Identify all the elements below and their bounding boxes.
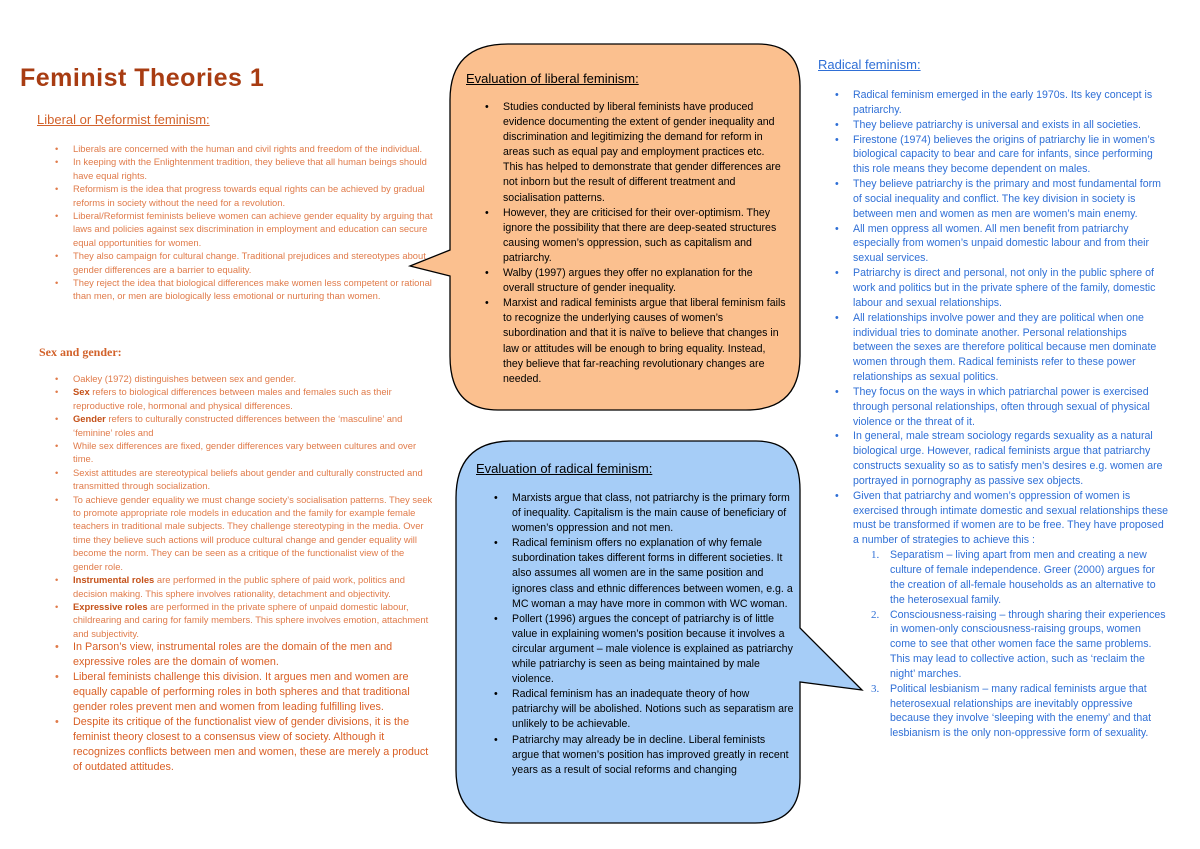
list-item: • Sex refers to biological differences between males and females such as their reproductive role, hormonal and physical differences.	[73, 385, 433, 412]
list-item: • They focus on the ways in which patriarchal power is exercised through personal relationships, often through sexual of physical violence or the threat of it.	[853, 385, 1169, 430]
list-item: • Patriarchy may already be in decline. Liberal feminists argue that women’s position has improved greatly in recent years as a result of social reforms and changing	[512, 733, 794, 778]
strategy-list	[853, 548, 1169, 741]
list-item: • Liberal feminists challenge this division. It argues men and women are equally capable of performing roles in both spheres and that traditional gender roles prevent men and women from leading fulfilling lives.	[73, 670, 433, 715]
liberal-heading: Liberal or Reformist feminism:	[37, 112, 210, 127]
list-item: • Liberal/Reformist feminists believe women can achieve gender equality by arguing that laws and policies against sex discrimination in employment and education can secure equal opportunities for women.	[73, 209, 433, 249]
radical-eval-heading: Evaluation of radical feminism:	[476, 461, 653, 476]
list-item: • To achieve gender equality we must change society’s socialisation patterns. They seek to promote appropriate role models in education and the family for example female teachers in traditional male subjects. They challenge stereotyping in the media. Over time they believe such actions will produce cultural change and gender equality will become the norm. They can be seen as a critique of the functionalist view of the gender role.	[73, 493, 433, 573]
list-item: • Pollert (1996) argues the concept of patriarchy is of little value in explaining women’s position because it involves a circular argument – male violence is explained as patriarchy while patriarchy is seen as being maintained by male violence.	[512, 612, 794, 687]
liberal-list	[73, 142, 433, 303]
list-item: • They also campaign for cultural change. Traditional prejudices and stereotypes about gender differences are a barrier to equality.	[73, 249, 433, 276]
list-item: • While sex differences are fixed, gender differences vary between cultures and over time.	[73, 439, 433, 466]
term-expressive: Expressive roles	[73, 600, 148, 612]
list-item: • In keeping with the Enlightenment tradition, they believe that all human beings should have equal rights.	[73, 155, 433, 182]
list-item: • Gender refers to culturally constructed differences between the ‘masculine’ and ‘feminine’ roles and	[73, 412, 433, 439]
list-item: • Patriarchy is direct and personal, not only in the public sphere of work and politics but in the private sphere of the family, domestic labour and sexual relationships.	[853, 266, 1169, 311]
list-item: • Marxist and radical feminists argue that liberal feminism fails to recognize the underlying causes of women’s subordination and that it is naïve to believe that changes in law or attitudes will be enough to bring equality. Instead, they believe that far-reaching revolutionary changes are needed.	[503, 296, 786, 387]
radical-heading: Radical feminism:	[818, 57, 921, 72]
list-item: • However, they are criticised for their over-optimism. They ignore the possibility that there are deep-seated structures causing women’s oppression, such as capitalism and patriarchy.	[503, 206, 786, 266]
term-gender: Gender	[73, 413, 106, 425]
term-instrumental: Instrumental roles	[73, 574, 155, 586]
list-item: • Radical feminism emerged in the early 1970s. Its key concept is patriarchy.	[853, 88, 1169, 118]
strategy-number: 1.	[871, 549, 880, 562]
list-item: • Oakley (1972) distinguishes between sex and gender.	[73, 372, 433, 385]
list-item: • In Parson’s view, instrumental roles are the domain of the men and expressive roles are the domain of women.	[73, 640, 433, 670]
term-sex: Sex	[73, 386, 90, 398]
list-item: • They believe patriarchy is universal and exists in all societies.	[853, 118, 1169, 133]
list-item: • They believe patriarchy is the primary and most fundamental form of social inequality and conflict. The key division in society is between men and women as men are women’s main enemy.	[853, 177, 1169, 222]
list-item: • Marxists argue that class, not patriarchy is the primary form of inequality. Capitalism is the main cause of beneficiary of women’s oppression and not men.	[512, 491, 794, 536]
radical-list	[853, 88, 1169, 741]
radical-eval-list	[512, 491, 794, 778]
list-item: • Radical feminism has an inadequate theory of how patriarchy will be abolished. Notions such as separatism are unlikely to be achievable.	[512, 687, 794, 732]
list-item: • All men oppress all women. All men benefit from patriarchy especially from women’s unpaid domestic labour and from their sexual services.	[853, 222, 1169, 267]
sex-gender-heading: Sex and gender:	[39, 345, 122, 359]
list-item: • They reject the idea that biological differences make women less competent or rational than men, or men are biologically less emotional or nurturing than women.	[73, 276, 433, 303]
list-item: • Reformism is the idea that progress towards equal rights can be achieved by gradual reforms in society without the need for a revolution.	[73, 182, 433, 209]
liberal-eval-list	[503, 100, 786, 387]
strategy-number: 2.	[871, 608, 880, 621]
left-column	[0, 0, 440, 849]
list-item: • In general, male stream sociology regards sexuality as a natural biological urge. However, radical feminists argue that patriarchy constructs sexuality so as to satisfy men’s desires e.g. women are portrayed in pornography as passive sex objects.	[853, 429, 1169, 488]
strategy-item: 3. Political lesbianism – many radical feminists argue that heterosexual relationships are inevitably oppressive because they involve ‘sleeping with the enemy’ and that lesbianism is the only non-oppressive form of sexuality.	[871, 682, 1152, 740]
strategy-number: 3.	[871, 682, 880, 695]
list-item: • Expressive roles are performed in the private sphere of unpaid domestic labour, childrearing and caring for family members. This sphere involves emotion, attachment and subjectivity.	[73, 600, 433, 640]
list-item: • Studies conducted by liberal feminists have produced evidence documenting the extent of gender inequality and discrimination and legitimizing the demand for reform in areas such as equal pay and employment practices etc. This has helped to demonstrate that gender differences are not inborn but the result of different treatment and socialisation patterns.	[503, 100, 786, 206]
list-item: • Radical feminism offers no explanation of why female subordination takes different forms in different societies. It also assumes all women are in the same position and ignores class and ethnic differences between women, e.g. a MC woman a may have more in common with WC woman.	[512, 536, 794, 611]
list-item: • Given that patriarchy and women’s oppression of women is exercised through intimate domestic and sexual relationships these must be transformed if women are to be free. They have proposed a number of strategies to achieve this : 1. Separatism – living apart from men and creating a new culture of female independence. Greer (2000) argues for the creation of all-female households as an alternative to the heterosexual family. 2. Consciousness-raising – through sharing their experiences in women-only consciousness-raising groups, women come to see that other women face the same problems. This may lead to collective action, such as ‘reclaim the night’ marches. 3. Political lesbianism – many radical feminists argue that heterosexual relationships are inevitably oppressive because they involve ‘sleeping with the enemy’ and that lesbianism is the only non-oppressive form of sexuality.	[853, 489, 1169, 741]
list-item: • Instrumental roles are performed in the public sphere of paid work, politics and decision making. This sphere involves rationality, detachment and objectivity.	[73, 573, 433, 600]
list-item: • Firestone (1974) believes the origins of patriarchy lie in women’s biological capacity to bear and care for infants, since performing this role means they become dependent on males.	[853, 133, 1169, 178]
list-item: • Walby (1997) argues they offer no explanation for the overall structure of gender inequality.	[503, 266, 786, 296]
list-item: • Liberals are concerned with the human and civil rights and freedom of the individual.	[73, 142, 433, 155]
list-item: • Sexist attitudes are stereotypical beliefs about gender and culturally constructed and transmitted through socialization.	[73, 466, 433, 493]
strategy-item: 2. Consciousness-raising – through sharing their experiences in women-only consciousness-raising groups, women come to see that other women face the same problems. This may lead to collective action, such as ‘reclaim the night’ marches.	[871, 608, 1166, 680]
sex-gender-list	[73, 372, 433, 775]
page-title: Feminist Theories 1	[20, 64, 265, 92]
list-item: • Despite its critique of the functionalist view of gender divisions, it is the feminist theory closest to a consensus view of society. Although it recognizes conflicts between men and women, these are merely a product of outdated attitudes.	[73, 715, 433, 775]
list-item: • All relationships involve power and they are political when one individual tries to dominate another. Personal relationships between the sexes are therefore political because men dominate women through them. Radical feminists refer to these power relationships as sexual politics.	[853, 311, 1169, 385]
strategy-item: 1. Separatism – living apart from men and creating a new culture of female independence. Greer (2000) argues for the creation of all-female households as an alternative to the heterosexual family.	[871, 549, 1156, 606]
liberal-eval-heading: Evaluation of liberal feminism:	[466, 71, 639, 86]
